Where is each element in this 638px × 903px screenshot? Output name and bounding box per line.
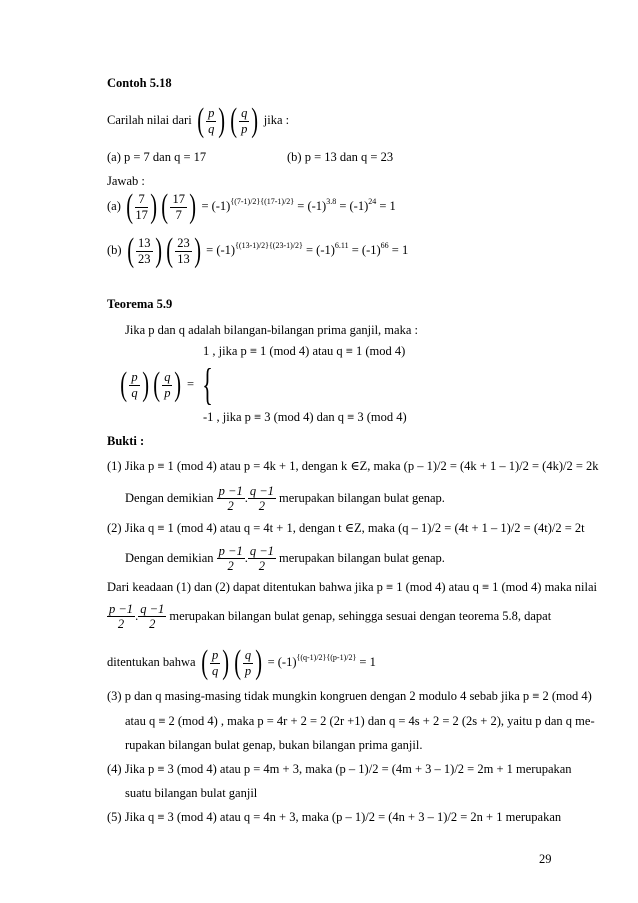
case-b: (b) p = 13 dan q = 23: [287, 150, 394, 164]
proof-4-line-2: suatu bilangan bulat ganjil: [125, 786, 258, 800]
answer-label: Jawab :: [107, 174, 145, 188]
theorem-statement: Jika p dan q adalah bilangan-bilangan prima ganjil, maka :: [125, 323, 418, 337]
example-prompt: [107, 104, 289, 138]
proof-3-line-2: atau q ≡ 2 (mod 4) , maka p = 4r + 2 = 2 (2r +1) dan q = 4s + 2 = 2 (2s + 2), yaitu p dan q me-: [125, 714, 595, 728]
prompt-post: jika :: [263, 112, 290, 127]
page-number: 29: [539, 852, 552, 866]
prompt-pre: Carilah nilai dari: [107, 112, 192, 127]
legendre-q-over-p: $\frac{q}{p}$: [241, 106, 248, 136]
conclusion-line-2: $\frac{p -1}{2}$ . $\frac{q -1}{2}$ merupakan bilangan bulat genap, sehingga sesuai dengan teorema 5.8, dapat: [109, 602, 552, 632]
answer-a: (a) ( $\frac{7}{17}$ ) ( $\frac{17}{7}$ ) = $(-1)^{\{(7-1)/2\}\{(17-1)/2\}} = (-1)^{3.8} = (-1)^{24} = 1$: [107, 188, 396, 225]
theorem-lhs: ( $\frac{p}{q}$ ) ( $\frac{q}{p}$ ) = {: [120, 360, 213, 409]
conclusion-line-1: Dari keadaan (1) dan (2) dapat ditentukan bahwa jika p ≡ 1 (mod 4) atau q ≡ 1 (mod 4) maka nilai: [107, 580, 597, 594]
left-paren: (: [230, 102, 237, 139]
proof-2: (2) Jika q ≡ 1 (mod 4) atau q = 4t + 1, dengan t ∈Z, maka (q – 1)/2 = (4t + 1 – 1)/2 = (4t)/2 = 2t: [107, 521, 585, 535]
right-paren: ): [251, 102, 259, 139]
proof-1-conclusion: Dengan demikian $\frac{p -1}{2}$ . $\frac{q -1}{2}$ merupakan bilangan bulat genap.: [125, 484, 445, 514]
conclusion-line-3: ditentukan bahwa ( $\frac{p}{q}$ ) ( $\frac{q}{p}$ ) = $(-1)^{\{(q-1)/2\}\{(p-1)/2\}} = 1$: [107, 644, 376, 681]
proof-title: Bukti :: [107, 434, 145, 448]
right-paren: ): [218, 102, 226, 139]
proof-3-line-3: rupakan bilangan bulat genap, bukan bilangan prima ganjil.: [125, 738, 423, 752]
theorem-case-2: -1 , jika p ≡ 3 (mod 4) dan q ≡ 3 (mod 4): [203, 410, 407, 424]
proof-1: (1) Jika p ≡ 1 (mod 4) atau p = 4k + 1, dengan k ∈Z, maka (p – 1)/2 = (4k + 1 – 1)/2 = (4k)/2 = 2k: [107, 459, 599, 473]
left-brace: {: [202, 360, 213, 409]
case-a: (a) p = 7 dan q = 17: [107, 150, 207, 164]
left-paren: (: [197, 102, 204, 139]
theorem-case-1: 1 , jika p ≡ 1 (mod 4) atau q ≡ 1 (mod 4): [203, 344, 406, 358]
theorem-title: Teorema 5.9: [107, 297, 173, 311]
proof-5-line-1: (5) Jika q ≡ 3 (mod 4) atau q = 4n + 3, maka (p – 1)/2 = (4n + 3 – 1)/2 = 2n + 1 merupakan: [107, 810, 562, 824]
proof-4-line-1: (4) Jika p ≡ 3 (mod 4) atau p = 4m + 3, maka (p – 1)/2 = (4m + 3 – 1)/2 = 2m + 1 merupakan: [107, 762, 572, 776]
proof-3-line-1: (3) p dan q masing-masing tidak mungkin kongruen dengan 2 modulo 4 sebab jika p ≡ 2 (mod 4): [107, 689, 592, 703]
answer-b: (b) ( $\frac{13}{23}$ ) ( $\frac{23}{13}$ ) = $(-1)^{\{(13-1)/2\}\{(23-1)/2\}} = (-1)^{6.11} = (-1)^{66} = 1$: [107, 232, 409, 269]
legendre-p-over-q: $\frac{p}{q}$: [208, 106, 215, 136]
example-title: Contoh 5.18: [107, 76, 172, 90]
proof-2-conclusion: Dengan demikian $\frac{p -1}{2}$ . $\frac{q -1}{2}$ merupakan bilangan bulat genap.: [125, 544, 445, 574]
